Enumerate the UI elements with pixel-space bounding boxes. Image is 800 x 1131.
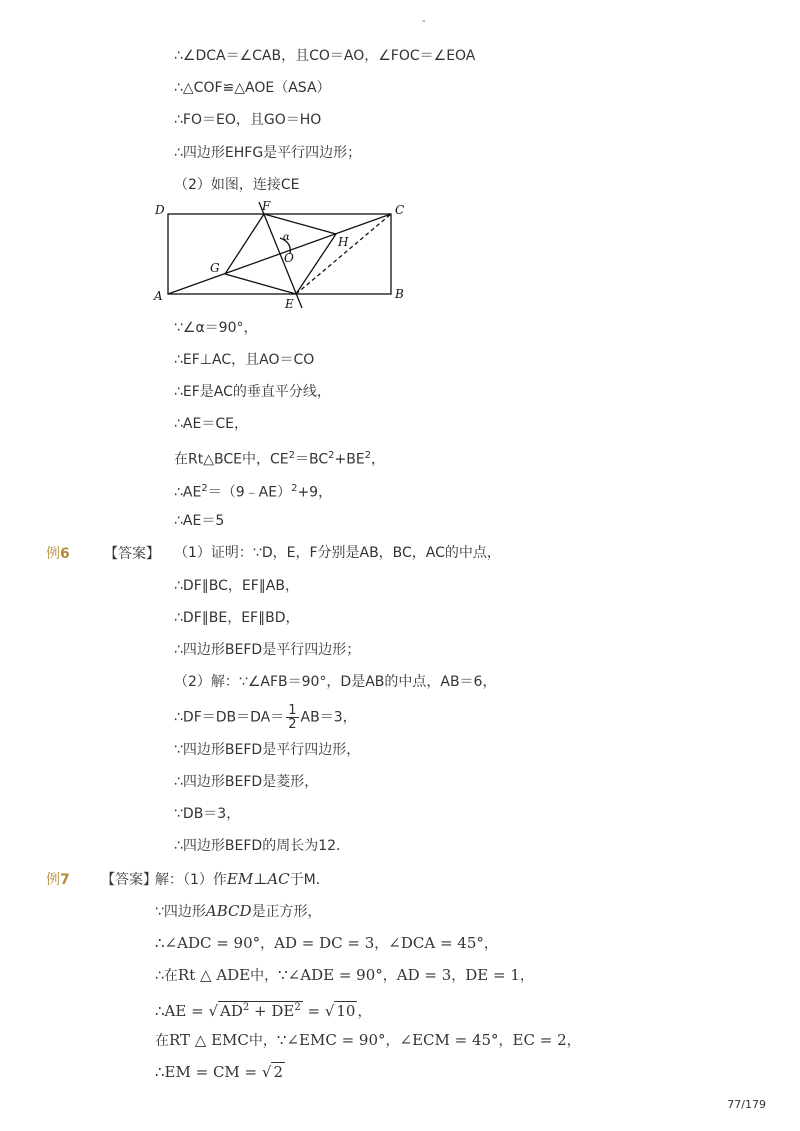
segment-fh — [264, 214, 336, 234]
text-line: （2）解：∵∠AFB＝90°，D是AB的中点，AB＝6， — [174, 674, 497, 690]
text-line-ae-squared: $\therefore AE^2=(9﹣AE)^2+9$， — [174, 483, 333, 501]
label-h: H — [338, 235, 349, 249]
text-line: ∴EF是AC的垂直平分线， — [174, 384, 331, 400]
answer-tag: 【答案】 — [104, 546, 160, 562]
text-line: ∵四边形ABCD是正方形， — [155, 902, 322, 920]
text-line: ∴DF∥BE，EF∥BD， — [174, 610, 300, 626]
segment-he — [296, 234, 336, 294]
label-b: B — [395, 287, 404, 301]
answer-tag: 【答案】 — [101, 872, 157, 888]
text-line-sqrt: ∴AE = √ $AD^2 + DE^2$ = √ 10 ， — [155, 1002, 372, 1020]
label-c: C — [395, 203, 405, 217]
label-d: D — [155, 203, 165, 217]
label-o: O — [284, 251, 294, 265]
text-line-fraction: ∴DF＝DB＝DA＝ $\frac{1}{2}$ AB＝3， — [174, 703, 357, 732]
segment-eg — [225, 274, 296, 294]
text-line: ∴∠ADC = 90°，AD = DC = 3，∠DCA = 45°， — [155, 934, 498, 952]
text-line: ∵DB＝3， — [174, 806, 241, 822]
text-line: ∴四边形BEFD的周长为12． — [174, 838, 351, 854]
text-line: ∵四边形BEFD是平行四边形， — [174, 742, 361, 758]
segment-ce-dashed — [296, 214, 391, 294]
text-line: ∴AE＝5 — [174, 513, 225, 529]
text-line-rt-bce: 在Rt△BCE中，$CE^2=BC^2+BE^2$， — [174, 450, 386, 468]
text-line: ∴AE＝CE， — [174, 416, 248, 432]
geometry-figure — [150, 198, 415, 316]
text-line: ∴△COF≌△AOE（ASA） — [174, 80, 331, 96]
text-line: ∴DF∥BC，EF∥AB， — [174, 578, 299, 594]
example-6-label: 例6 — [46, 546, 70, 562]
text-line: ∵∠α＝90°， — [174, 320, 258, 336]
text-line: ∴EF⊥AC，且AO＝CO — [174, 352, 315, 368]
label-e: E — [285, 297, 294, 311]
line-ef — [259, 202, 302, 308]
label-g: G — [210, 261, 220, 275]
label-f: F — [262, 199, 271, 213]
text-line: ∴四边形BEFD是平行四边形； — [174, 642, 361, 658]
label-alpha: α — [283, 232, 290, 243]
text-line: ∴FO＝EO，且GO＝HO — [174, 112, 322, 128]
text-line: 解：（1）作EM⊥AC于M． — [155, 870, 330, 888]
example-7-label: 例7 — [46, 872, 70, 888]
segment-gf — [225, 214, 264, 274]
text-line: ∴EM = CM = √ 2 — [155, 1063, 284, 1081]
label-a: A — [154, 289, 163, 303]
radical-expression: $AD^2 + DE^2$ — [220, 1002, 301, 1020]
text-line: ∴∠DCA＝∠CAB，且CO＝AO，∠FOC＝∠EOA — [174, 48, 476, 64]
fraction-one-half: $\frac{1}{2}$ — [288, 703, 297, 732]
text-line: ∴在Rt △ ADE中，∵∠ADE = 90°，AD = 3，DE = 1， — [155, 966, 534, 984]
text-line: 在RT △ EMC中，∵∠EMC = 90°，∠ECM = 45°，EC = 2， — [155, 1031, 581, 1049]
text-line: ∴四边形EHFG是平行四边形； — [174, 145, 362, 161]
text-line: （1）证明：∵D，E，F分别是AB，BC，AC的中点， — [174, 545, 501, 561]
header-mark: - — [422, 16, 426, 27]
text-line: （2）如图，连接CE — [174, 177, 300, 193]
text-line: ∴四边形BEFD是菱形， — [174, 774, 319, 790]
page-number: 77/179 — [727, 1098, 766, 1111]
